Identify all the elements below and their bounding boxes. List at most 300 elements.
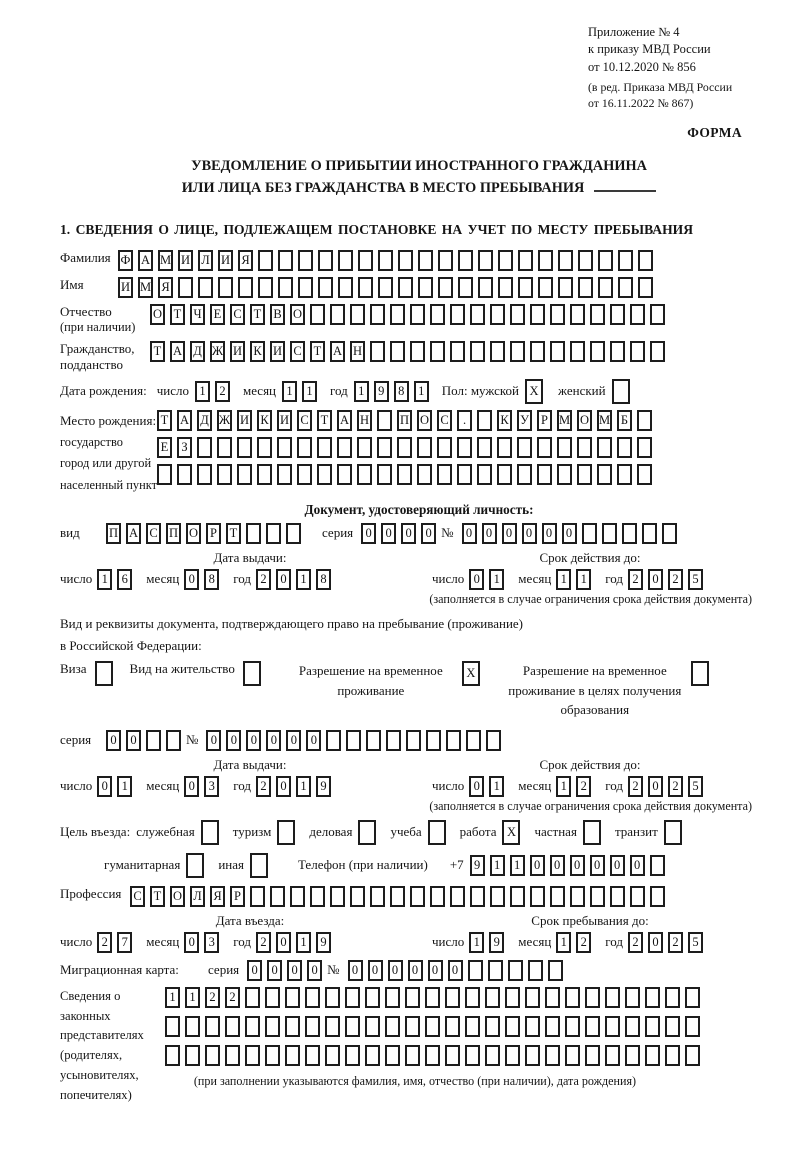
cell[interactable] [266, 523, 281, 544]
cell[interactable] [570, 304, 585, 325]
cell[interactable] [290, 886, 305, 907]
cell[interactable] [297, 437, 312, 458]
cell[interactable] [625, 1045, 640, 1066]
cell[interactable]: 1 [489, 569, 504, 590]
cell[interactable] [470, 886, 485, 907]
cell[interactable]: Ж [210, 341, 225, 362]
cell[interactable]: 0 [184, 776, 199, 797]
cell[interactable] [470, 341, 485, 362]
cell[interactable]: И [218, 250, 233, 271]
cell[interactable] [605, 1045, 620, 1066]
cell[interactable]: М [158, 250, 173, 271]
cell[interactable]: 0 [428, 960, 443, 981]
cell[interactable] [405, 1045, 420, 1066]
cell[interactable] [445, 1045, 460, 1066]
cell[interactable] [298, 277, 313, 298]
cell[interactable]: П [166, 523, 181, 544]
surname-cells[interactable] [118, 250, 658, 271]
cell[interactable] [286, 523, 301, 544]
cell[interactable]: Я [238, 250, 253, 271]
cell[interactable] [525, 987, 540, 1008]
cell[interactable]: 2 [205, 987, 220, 1008]
cell[interactable] [258, 277, 273, 298]
cell[interactable] [330, 304, 345, 325]
cell[interactable] [558, 250, 573, 271]
cell[interactable]: И [237, 410, 252, 431]
cell[interactable]: 0 [184, 932, 199, 953]
cell[interactable] [370, 304, 385, 325]
purpose-business-checkbox[interactable] [358, 820, 381, 845]
cell[interactable]: С [297, 410, 312, 431]
cell[interactable]: 0 [381, 523, 396, 544]
cell[interactable]: X [462, 661, 480, 686]
cell[interactable]: 8 [204, 569, 219, 590]
cell[interactable]: 1 [354, 381, 369, 402]
cell[interactable] [637, 464, 652, 485]
cell[interactable] [585, 1016, 600, 1037]
cell[interactable]: Ф [118, 250, 133, 271]
cell[interactable] [366, 730, 381, 751]
cell[interactable] [258, 250, 273, 271]
cell[interactable] [410, 886, 425, 907]
cell[interactable]: 0 [368, 960, 383, 981]
cell[interactable] [197, 464, 212, 485]
cell[interactable] [346, 730, 361, 751]
cell[interactable]: О [186, 523, 201, 544]
cell[interactable] [250, 853, 268, 878]
cell[interactable]: 0 [401, 523, 416, 544]
cell[interactable] [662, 523, 677, 544]
residence-number-cells[interactable] [206, 730, 506, 751]
cell[interactable]: 0 [462, 523, 477, 544]
cell[interactable]: Л [190, 886, 205, 907]
cell[interactable] [95, 661, 113, 686]
cell[interactable]: 0 [469, 776, 484, 797]
valid-day-cells[interactable] [469, 569, 509, 590]
cell[interactable]: 9 [470, 855, 485, 876]
cell[interactable] [438, 250, 453, 271]
patronymic-cells[interactable] [150, 304, 670, 325]
cell[interactable] [385, 987, 400, 1008]
residence-valid-month-cells[interactable] [556, 776, 596, 797]
representatives-cells-row3[interactable] [165, 1045, 705, 1066]
cell[interactable]: И [230, 341, 245, 362]
cell[interactable]: Т [157, 410, 172, 431]
cell[interactable] [257, 437, 272, 458]
cell[interactable] [317, 437, 332, 458]
cell[interactable]: К [250, 341, 265, 362]
cell[interactable] [277, 464, 292, 485]
cell[interactable] [565, 987, 580, 1008]
cell[interactable] [385, 1016, 400, 1037]
cell[interactable] [538, 250, 553, 271]
cell[interactable] [390, 341, 405, 362]
cell[interactable] [406, 730, 421, 751]
doc-kind-cells[interactable] [106, 523, 306, 544]
cell[interactable]: X [525, 379, 543, 404]
cell[interactable] [585, 987, 600, 1008]
cell[interactable]: И [178, 250, 193, 271]
cell[interactable] [437, 437, 452, 458]
cell[interactable]: Л [198, 250, 213, 271]
cell[interactable] [285, 1016, 300, 1037]
cell[interactable] [530, 304, 545, 325]
cell[interactable] [386, 730, 401, 751]
cell[interactable] [370, 886, 385, 907]
cell[interactable] [318, 277, 333, 298]
cell[interactable]: 2 [97, 932, 112, 953]
cell[interactable] [498, 277, 513, 298]
cell[interactable] [645, 1045, 660, 1066]
cell[interactable]: 0 [266, 730, 281, 751]
purpose-humanitarian-checkbox[interactable] [186, 853, 209, 878]
cell[interactable]: 1 [185, 987, 200, 1008]
cell[interactable] [410, 304, 425, 325]
cell[interactable] [602, 523, 617, 544]
cell[interactable]: 0 [126, 730, 141, 751]
cell[interactable] [428, 820, 446, 845]
cell[interactable] [510, 304, 525, 325]
cell[interactable] [445, 987, 460, 1008]
cell[interactable] [557, 464, 572, 485]
cell[interactable] [325, 987, 340, 1008]
cell[interactable] [517, 464, 532, 485]
cell[interactable] [310, 304, 325, 325]
cell[interactable]: А [170, 341, 185, 362]
cell[interactable]: 0 [286, 730, 301, 751]
cell[interactable] [185, 1045, 200, 1066]
cell[interactable]: 2 [628, 776, 643, 797]
cell[interactable] [466, 730, 481, 751]
cell[interactable] [430, 886, 445, 907]
cell[interactable]: К [257, 410, 272, 431]
cell[interactable]: Т [250, 304, 265, 325]
cell[interactable] [186, 853, 204, 878]
cell[interactable] [277, 437, 292, 458]
cell[interactable]: 0 [106, 730, 121, 751]
migration-number-cells[interactable] [348, 960, 568, 981]
cell[interactable] [410, 341, 425, 362]
cell[interactable] [590, 341, 605, 362]
cell[interactable]: Д [197, 410, 212, 431]
cell[interactable]: Т [150, 886, 165, 907]
cell[interactable]: А [177, 410, 192, 431]
cell[interactable] [465, 987, 480, 1008]
cell[interactable] [637, 410, 652, 431]
cell[interactable] [625, 1016, 640, 1037]
issued-year-cells[interactable] [256, 569, 336, 590]
cell[interactable]: 9 [316, 932, 331, 953]
cell[interactable] [450, 341, 465, 362]
cell[interactable] [310, 886, 325, 907]
cell[interactable] [398, 250, 413, 271]
cell[interactable]: 0 [306, 730, 321, 751]
cell[interactable] [582, 523, 597, 544]
cell[interactable] [430, 341, 445, 362]
cell[interactable] [558, 277, 573, 298]
cell[interactable]: 3 [204, 776, 219, 797]
cell[interactable]: Н [350, 341, 365, 362]
cell[interactable] [157, 464, 172, 485]
cell[interactable]: 0 [542, 523, 557, 544]
cell[interactable]: П [397, 410, 412, 431]
cell[interactable] [377, 464, 392, 485]
cell[interactable] [525, 1045, 540, 1066]
cell[interactable] [597, 464, 612, 485]
cell[interactable]: 0 [307, 960, 322, 981]
cell[interactable] [545, 1016, 560, 1037]
cell[interactable] [610, 886, 625, 907]
cell[interactable]: 1 [469, 932, 484, 953]
cell[interactable] [178, 277, 193, 298]
stay-month-cells[interactable] [556, 932, 596, 953]
cell[interactable]: 0 [522, 523, 537, 544]
cell[interactable]: 1 [165, 987, 180, 1008]
cell[interactable] [645, 1016, 660, 1037]
cell[interactable] [265, 1016, 280, 1037]
cell[interactable]: 2 [256, 932, 271, 953]
cell[interactable]: 1 [414, 381, 429, 402]
cell[interactable]: О [290, 304, 305, 325]
cell[interactable]: Ч [190, 304, 205, 325]
cell[interactable] [497, 437, 512, 458]
cell[interactable]: З [177, 437, 192, 458]
cell[interactable] [518, 250, 533, 271]
stay-day-cells[interactable] [469, 932, 509, 953]
cell[interactable]: 0 [530, 855, 545, 876]
cell[interactable]: П [106, 523, 121, 544]
temp-residence-education-checkbox[interactable] [691, 661, 714, 686]
cell[interactable] [378, 277, 393, 298]
cell[interactable]: 0 [361, 523, 376, 544]
cell[interactable] [405, 987, 420, 1008]
cell[interactable]: 2 [215, 381, 230, 402]
cell[interactable] [457, 437, 472, 458]
cell[interactable]: М [138, 277, 153, 298]
cell[interactable] [445, 1016, 460, 1037]
cell[interactable]: 7 [117, 932, 132, 953]
cell[interactable] [197, 437, 212, 458]
cell[interactable] [357, 464, 372, 485]
cell[interactable]: 0 [226, 730, 241, 751]
birthplace-cells-row3[interactable] [157, 464, 657, 485]
phone-cells[interactable] [470, 855, 670, 876]
cell[interactable] [317, 464, 332, 485]
cell[interactable]: 2 [628, 932, 643, 953]
cell[interactable] [665, 1045, 680, 1066]
cell[interactable] [486, 730, 501, 751]
cell[interactable]: 0 [590, 855, 605, 876]
cell[interactable]: 9 [316, 776, 331, 797]
cell[interactable] [337, 464, 352, 485]
cell[interactable]: Т [310, 341, 325, 362]
cell[interactable] [205, 1045, 220, 1066]
cell[interactable] [377, 437, 392, 458]
name-cells[interactable] [118, 277, 658, 298]
birthplace-cells-row1[interactable] [157, 410, 657, 431]
cell[interactable] [338, 250, 353, 271]
cell[interactable] [237, 437, 252, 458]
cell[interactable]: Р [230, 886, 245, 907]
cell[interactable]: М [557, 410, 572, 431]
cell[interactable] [578, 250, 593, 271]
cell[interactable] [550, 304, 565, 325]
cell[interactable] [605, 987, 620, 1008]
cell[interactable] [265, 987, 280, 1008]
cell[interactable] [622, 523, 637, 544]
cell[interactable] [485, 987, 500, 1008]
cell[interactable]: 5 [688, 569, 703, 590]
cell[interactable] [358, 820, 376, 845]
cell[interactable] [597, 437, 612, 458]
sex-female-checkbox[interactable] [612, 379, 635, 404]
cell[interactable]: 0 [469, 569, 484, 590]
cell[interactable] [165, 1045, 180, 1066]
cell[interactable] [425, 1016, 440, 1037]
cell[interactable]: 1 [97, 569, 112, 590]
cell[interactable]: 0 [570, 855, 585, 876]
cell[interactable] [398, 277, 413, 298]
cell[interactable]: Т [150, 341, 165, 362]
cell[interactable] [305, 1045, 320, 1066]
cell[interactable]: 1 [302, 381, 317, 402]
cell[interactable] [165, 1016, 180, 1037]
cell[interactable] [238, 277, 253, 298]
cell[interactable] [488, 960, 503, 981]
cell[interactable] [305, 1016, 320, 1037]
cell[interactable]: 0 [448, 960, 463, 981]
cell[interactable] [545, 987, 560, 1008]
cell[interactable] [570, 341, 585, 362]
cell[interactable]: 0 [348, 960, 363, 981]
entry-day-cells[interactable] [97, 932, 137, 953]
stay-year-cells[interactable] [628, 932, 708, 953]
cell[interactable]: Р [537, 410, 552, 431]
cell[interactable] [218, 277, 233, 298]
cell[interactable] [577, 464, 592, 485]
cell[interactable] [457, 464, 472, 485]
cell[interactable]: 1 [556, 932, 571, 953]
cell[interactable] [458, 250, 473, 271]
cell[interactable] [297, 464, 312, 485]
cell[interactable]: 5 [688, 776, 703, 797]
cell[interactable]: Т [170, 304, 185, 325]
cell[interactable] [166, 730, 181, 751]
cell[interactable] [630, 341, 645, 362]
cell[interactable] [642, 523, 657, 544]
cell[interactable]: 1 [117, 776, 132, 797]
cell[interactable] [545, 1045, 560, 1066]
cell[interactable]: 1 [296, 932, 311, 953]
cell[interactable] [278, 277, 293, 298]
cell[interactable] [177, 464, 192, 485]
representatives-cells-row2[interactable] [165, 1016, 705, 1037]
cell[interactable] [446, 730, 461, 751]
cell[interactable] [530, 886, 545, 907]
cell[interactable]: 1 [296, 776, 311, 797]
cell[interactable] [578, 277, 593, 298]
cell[interactable] [638, 250, 653, 271]
cell[interactable]: 0 [276, 776, 291, 797]
cell[interactable] [465, 1016, 480, 1037]
cell[interactable] [185, 1016, 200, 1037]
cell[interactable] [665, 1016, 680, 1037]
cell[interactable] [146, 730, 161, 751]
cell[interactable]: С [146, 523, 161, 544]
cell[interactable] [201, 820, 219, 845]
cell[interactable] [691, 661, 709, 686]
cell[interactable]: 6 [117, 569, 132, 590]
cell[interactable] [537, 437, 552, 458]
cell[interactable] [508, 960, 523, 981]
cell[interactable]: 1 [556, 776, 571, 797]
cell[interactable] [525, 1016, 540, 1037]
cell[interactable]: 1 [489, 776, 504, 797]
cell[interactable] [590, 304, 605, 325]
cell[interactable] [417, 464, 432, 485]
representatives-cells-row1[interactable] [165, 987, 705, 1008]
cell[interactable] [325, 1016, 340, 1037]
cell[interactable]: 9 [374, 381, 389, 402]
cell[interactable] [612, 379, 630, 404]
cell[interactable] [417, 437, 432, 458]
cell[interactable] [378, 250, 393, 271]
cell[interactable]: 1 [195, 381, 210, 402]
cell[interactable] [650, 341, 665, 362]
cell[interactable]: Т [226, 523, 241, 544]
cell[interactable] [370, 341, 385, 362]
cell[interactable] [650, 304, 665, 325]
cell[interactable]: 0 [206, 730, 221, 751]
cell[interactable] [365, 1016, 380, 1037]
residence-issued-day-cells[interactable] [97, 776, 137, 797]
entry-month-cells[interactable] [184, 932, 224, 953]
residence-valid-year-cells[interactable] [628, 776, 708, 797]
cell[interactable] [437, 464, 452, 485]
cell[interactable]: С [290, 341, 305, 362]
cell[interactable]: 5 [688, 932, 703, 953]
cell[interactable]: 2 [256, 776, 271, 797]
cell[interactable] [217, 437, 232, 458]
cell[interactable] [665, 987, 680, 1008]
valid-year-cells[interactable] [628, 569, 708, 590]
cell[interactable] [557, 437, 572, 458]
cell[interactable] [465, 1045, 480, 1066]
cell[interactable] [617, 437, 632, 458]
cell[interactable]: 1 [510, 855, 525, 876]
cell[interactable] [505, 1016, 520, 1037]
cell[interactable] [685, 1016, 700, 1037]
cell[interactable] [377, 410, 392, 431]
cell[interactable] [385, 1045, 400, 1066]
cell[interactable]: 0 [276, 932, 291, 953]
cell[interactable] [205, 1016, 220, 1037]
cell[interactable] [345, 1045, 360, 1066]
visa-checkbox[interactable] [95, 661, 118, 686]
cell[interactable]: О [577, 410, 592, 431]
cell[interactable] [337, 437, 352, 458]
cell[interactable]: 1 [490, 855, 505, 876]
cell[interactable] [490, 886, 505, 907]
cell[interactable] [277, 820, 295, 845]
cell[interactable]: С [437, 410, 452, 431]
cell[interactable]: В [270, 304, 285, 325]
cell[interactable] [245, 1045, 260, 1066]
cell[interactable] [438, 277, 453, 298]
cell[interactable]: 8 [394, 381, 409, 402]
cell[interactable] [358, 277, 373, 298]
cell[interactable] [237, 464, 252, 485]
